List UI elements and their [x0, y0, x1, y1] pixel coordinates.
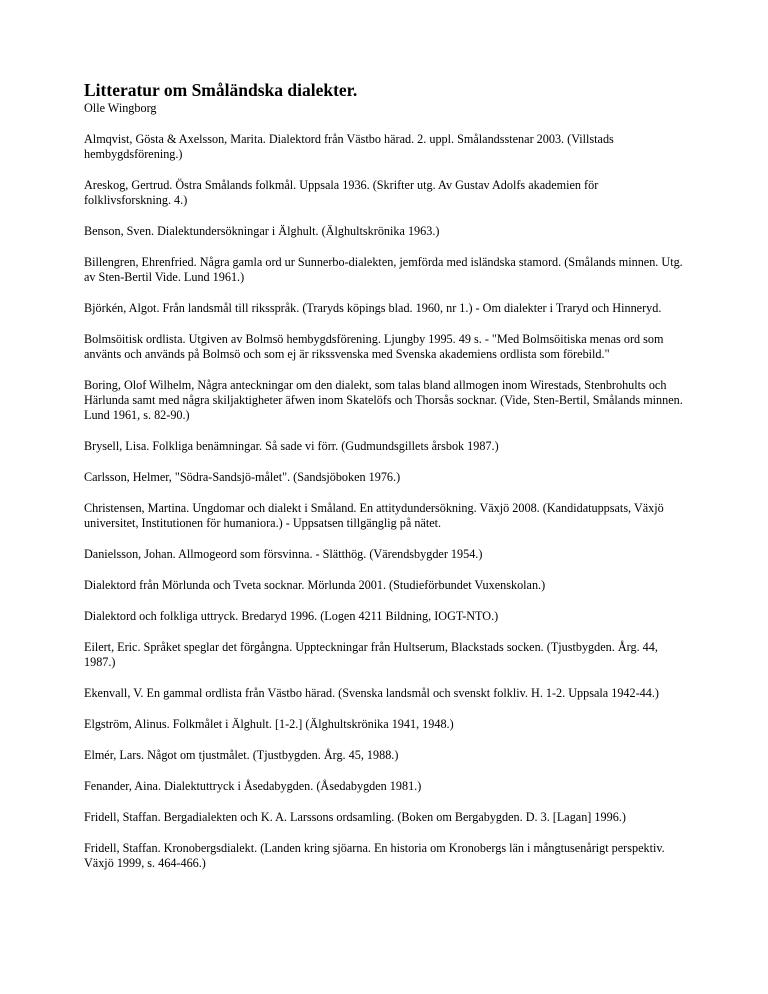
- bibliography-entry: Boring, Olof Wilhelm, Några anteckningar om den dialekt, som talas bland allmogen inom Wirestads, Stenbrohults och Härlunda samt med några skiljaktigheter äfwen inom Skatelöfs och Thorsås socknar. (Vide, Sten-Bertil, Smålands minnen. Lund 1961, s. 82-90.): [84, 378, 683, 422]
- bibliography-entry: Danielsson, Johan. Allmogeord som försvinna. - Slätthög. (Värendsbygder 1954.): [84, 547, 483, 561]
- bibliography-entry: Christensen, Martina. Ungdomar och dialekt i Småland. En attitydundersökning. Växjö 2008. (Kandidatuppsats, Växjö universitet, Institutionen för humaniora.) - Uppsatsen tillgänglig på nätet.: [84, 501, 664, 530]
- bibliography-entry: Dialektord från Mörlunda och Tveta socknar. Mörlunda 2001. (Studieförbundet Vuxenskolan.): [84, 578, 546, 592]
- bibliography-entry: Brysell, Lisa. Folkliga benämningar. Så sade vi förr. (Gudmundsgillets årsbok 1987.): [84, 439, 499, 453]
- bibliography-entry: Björkén, Algot. Från landsmål till riksspråk. (Traryds köpings blad. 1960, nr 1.) - Om dialekter i Traryd och Hinneryd.: [84, 301, 662, 315]
- bibliography-entry: Areskog, Gertrud. Östra Smålands folkmål. Uppsala 1936. (Skrifter utg. Av Gustav Adolfs akademien för folklivsforskning. 4.): [84, 178, 599, 207]
- bibliography-entry: Fenander, Aina. Dialektuttryck i Åsedabygden. (Åsedabygden 1981.): [84, 779, 422, 793]
- document-title: Litteratur om Småländska dialekter.: [84, 80, 358, 100]
- bibliography-entry: Billengren, Ehrenfried. Några gamla ord ur Sunnerbo-dialekten, jemförda med isländska stamord. (Smålands minnen. Utg. av Sten-Bertil Vide. Lund 1961.): [84, 255, 683, 284]
- document-author: Olle Wingborg: [84, 101, 157, 115]
- bibliography-entry: Dialektord och folkliga uttryck. Bredaryd 1996. (Logen 4211 Bildning, IOGT-NTO.): [84, 609, 499, 623]
- bibliography-entry: Carlsson, Helmer, "Södra-Sandsjö-målet". (Sandsjöboken 1976.): [84, 470, 401, 484]
- bibliography-entry: Benson, Sven. Dialektundersökningar i Älghult. (Älghultskrönika 1963.): [84, 224, 440, 238]
- bibliography-entry: Eilert, Eric. Språket speglar det förgångna. Uppteckningar från Hultserum, Blackstads socken. (Tjustbygden. Årg. 44, 1987.): [84, 640, 658, 669]
- bibliography-list: [84, 132, 684, 871]
- bibliography-entry: Bolmsöitisk ordlista. Utgiven av Bolmsö hembygdsförening. Ljungby 1995. 49 s. - "Med Bolmsöitiska menas ord som använts och används på Bolmsö och som ej är rikssvenska med Svenska akademiens ordlista som förebild.": [84, 332, 664, 361]
- bibliography-entry: Ekenvall, V. En gammal ordlista från Västbo härad. (Svenska landsmål och svenskt folkliv. H. 1-2. Uppsala 1942-44.): [84, 686, 659, 700]
- bibliography-entry: Elmér, Lars. Något om tjustmålet. (Tjustbygden. Årg. 45, 1988.): [84, 748, 399, 762]
- bibliography-entry: Elgström, Alinus. Folkmålet i Älghult. [1-2.] (Älghultskrönika 1941, 1948.): [84, 717, 454, 731]
- bibliography-entry: Fridell, Staffan. Kronobergsdialekt. (Landen kring sjöarna. En historia om Kronobergs län i mångtusenårigt perspektiv. Växjö 1999, s. 464-466.): [84, 841, 665, 870]
- bibliography-entry: Fridell, Staffan. Bergadialekten och K. A. Larssons ordsamling. (Boken om Bergabygden. D. 3. [Lagan] 1996.): [84, 810, 626, 824]
- document-page: [84, 80, 684, 887]
- bibliography-entry: Almqvist, Gösta & Axelsson, Marita. Dialektord från Västbo härad. 2. uppl. Smålandsstenar 2003. (Villstads hembygdsförening.): [84, 132, 614, 161]
